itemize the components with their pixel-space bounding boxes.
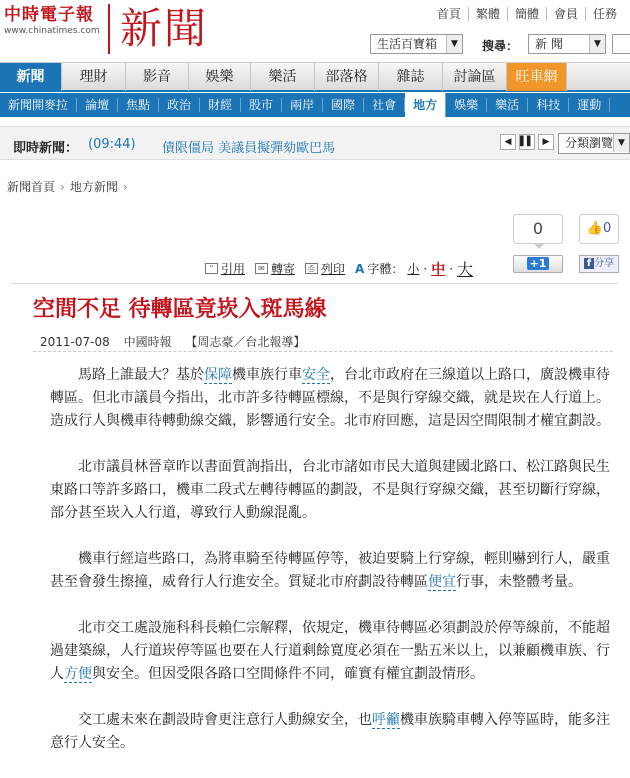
article-paragraph: 交工處未來在劃設時會更注意行人動線安全，也呼籲機車族騎車轉入停等區時，能多注意行人安全。 [50,712,610,751]
main-nav [0,62,630,92]
sub-nav-item[interactable]: 論壇 [77,98,118,112]
fb-label: 分享 [594,258,615,269]
keyword-link[interactable]: 保障 [204,367,232,383]
site-logo[interactable] [4,5,106,35]
sub-nav-item[interactable]: 財經 [200,98,241,112]
chevron-down-icon: ▼ [589,35,605,53]
top-link[interactable]: 任務 [585,7,624,21]
sub-nav-item[interactable]: 國際 [323,98,364,112]
article-paragraph: 北市議員林晉章昨以書面質詢指出，台北市諸如市民大道與建國北路口、松江路與民生東路口等許多路口，機車二段式左轉待轉區的劃設，不是與行穿線交織，甚至切斷行穿線，部分甚至崁入人行道，導致行人動線混亂。 [50,459,610,521]
gplus-button[interactable] [513,255,563,273]
site-header [0,0,630,62]
section-divider [108,4,110,54]
top-link[interactable]: 繁體 [468,7,507,21]
pause-icon[interactable]: ▌▌ [519,134,535,150]
article-author: 【周志豪／台北報導】 [185,335,306,349]
sub-nav-item[interactable]: 社會 [364,98,405,112]
article-tools [205,257,487,280]
sub-nav-item[interactable]: 兩岸 [282,98,323,112]
forward-label: 轉寄 [271,262,296,276]
sub-nav-item[interactable]: 科技 [528,98,569,112]
chevron-down-icon: ▼ [446,35,462,53]
breaking-headline[interactable]: 債限僵局 美議員擬彈劾歐巴馬 [162,141,336,156]
top-link[interactable]: 會員 [546,7,585,21]
font-medium-button[interactable]: 中 [431,261,446,278]
keyword-link[interactable]: 方便 [64,666,92,682]
fb-count: 0 [602,221,612,236]
sub-nav-item[interactable]: 政治 [159,98,200,112]
print-button[interactable] [305,260,345,277]
thumbs-up-icon: 👍 [586,221,603,236]
prev-icon[interactable]: ◀ [500,134,516,150]
font-size-icon: A [355,261,365,276]
font-size-label: 字體： [367,262,404,276]
main-nav-item[interactable]: 樂活 [251,63,315,91]
breadcrumb [7,178,133,195]
search-input[interactable] [612,34,630,54]
article-paragraph: 北市交工處設施科科長賴仁宗解釋，依規定，機車待轉區必須劃設於停等線前，不能超過建築線，人行道崁停等區也要在人行道剩餘寬度必須在一點五米以上，以兼顧機車族、行人方便與安全。但因受限各路口空間條件不同，確實有權宜劃設情形。 [50,620,610,682]
main-nav-item[interactable]: 新聞 [0,63,62,91]
forward-button[interactable] [255,260,295,277]
article-meta [40,333,315,350]
category-select-value: 生活百寶箱 [377,37,438,51]
article-paragraph: 機車行經這些路口，為將車騎至待轉區停等，被迫要騎上行穿線，輕則嚇到行人，嚴重甚至會發生擦撞，威脅行人行進安全。質疑北市府劃設待轉區便宜行事，未整體考量。 [50,551,610,590]
top-links [430,7,624,21]
cite-label: 引用 [221,262,246,276]
search-scope-select[interactable] [528,34,606,54]
main-nav-item[interactable]: 討論區 [443,63,507,91]
sub-nav-item[interactable]: 運動 [569,98,610,112]
divider [11,283,619,284]
sub-nav-item[interactable]: 股市 [241,98,282,112]
article-paragraph: 馬路上誰最大？基於保障機車族行車安全，台北市政府在三線道以上路口，廣設機車待轉區。但北市議員今指出，北市許多待轉區標線，不是與行穿線交織，就是崁在人行道上。造成行人與機車待轉動線交織，影響通行安全。北市府回應，這是因空間限制才權宜劃設。 [50,367,610,429]
breadcrumb-local[interactable]: 地方新聞 [69,180,118,194]
quote-icon: “ [205,263,218,274]
search-scope-value: 新 聞 [535,37,563,51]
view-select[interactable] [558,133,630,154]
font-size-control: A 字體： 小 · 中 · 大 [355,257,477,280]
section-title: 新聞 [120,4,209,53]
facebook-share-button[interactable] [579,255,619,273]
sub-nav-item[interactable]: 新聞開麥拉 [0,98,77,112]
main-nav-item[interactable]: 理財 [62,63,126,91]
breaking-news-bar [0,126,630,160]
keyword-link[interactable]: 便宜 [428,574,456,590]
sub-nav [0,93,630,117]
chevron-down-icon: ▼ [613,134,629,152]
print-label: 列印 [321,262,346,276]
view-select-value: 分類瀏覽 [565,136,614,150]
font-small-button[interactable]: 小 [407,262,420,276]
article-body [50,364,620,778]
sub-nav-item[interactable]: 樂活 [487,98,528,112]
keyword-link[interactable]: 安全 [302,367,330,383]
search-label: 搜尋： [482,39,519,53]
article-source: 中國時報 [123,335,172,349]
article-date: 2011-07-08 [40,335,110,349]
breaking-label: 即時新聞： [13,141,79,156]
chevron-right-icon: › [122,180,128,194]
cite-button[interactable] [205,260,245,277]
font-large-button[interactable]: 大 [457,260,474,279]
top-link[interactable]: 首頁 [436,7,461,21]
sub-nav-item[interactable]: 娛樂 [446,98,487,112]
category-select[interactable] [370,34,463,54]
logo-url: www.chinatimes.com [4,26,100,36]
printer-icon: ⎙ [305,263,318,274]
next-icon[interactable]: ▶ [538,134,554,150]
divider [33,351,613,352]
main-nav-item[interactable]: 娛樂 [189,63,251,91]
main-nav-item[interactable]: 影音 [126,63,189,91]
article-title: 空間不足 待轉區竟崁入斑馬線 [33,297,327,322]
gplus-label: +1 [527,257,550,270]
breaking-controls [500,134,554,150]
breadcrumb-home[interactable]: 新聞首頁 [7,180,56,194]
like-count[interactable] [579,214,619,244]
top-link[interactable]: 簡體 [507,7,546,21]
share-count: 0 [513,214,563,244]
main-nav-item[interactable]: 旺車網 [507,63,567,91]
sub-nav-item[interactable]: 焦點 [118,98,159,112]
breaking-time: (09:44) [88,137,136,152]
main-nav-item[interactable]: 部落格 [315,63,379,91]
sub-nav-item[interactable]: 地方 [405,93,446,117]
facebook-icon: f [584,258,594,269]
keyword-link[interactable]: 呼籲 [372,712,400,728]
main-nav-item[interactable]: 雜誌 [379,63,443,91]
chevron-right-icon: › [60,180,65,194]
mail-icon: ✉ [255,263,268,274]
logo-text: 中時電子報 [4,5,94,25]
